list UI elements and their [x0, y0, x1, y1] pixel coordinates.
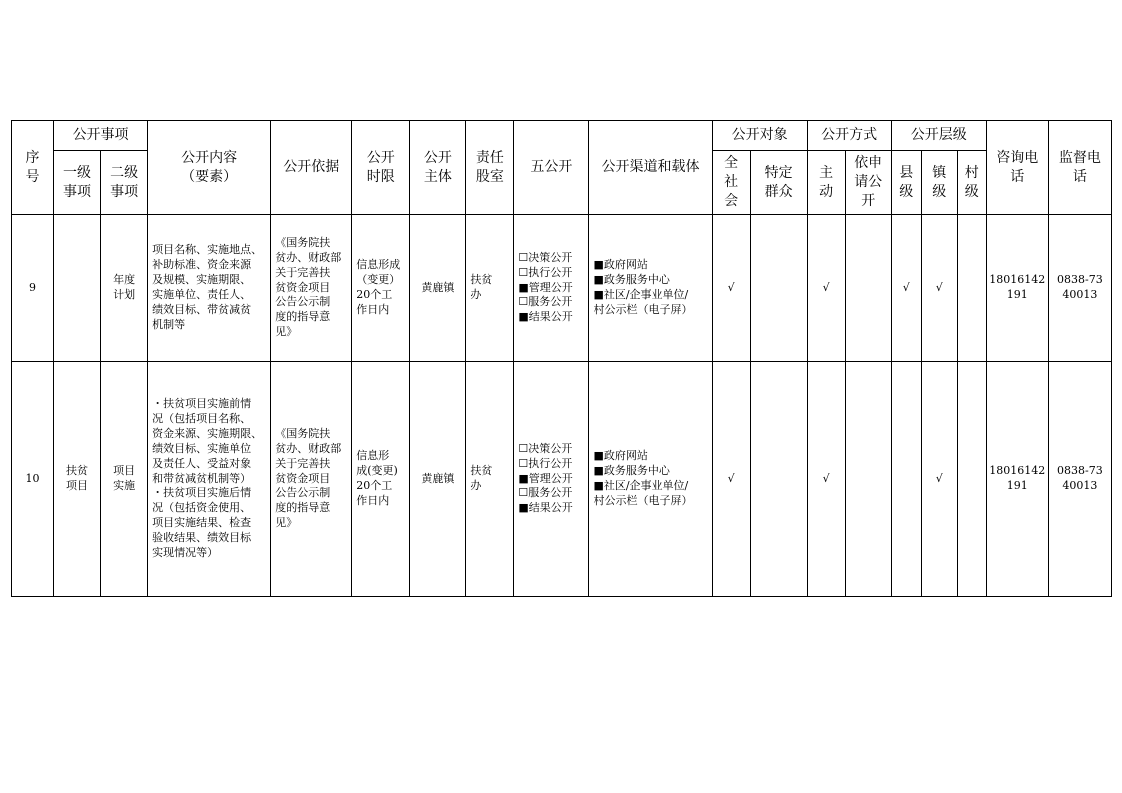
row-time-limit: 信息形成 （变更） 20个工 作日内	[352, 215, 410, 362]
row-target-special	[750, 362, 807, 597]
row-level-county: √	[891, 215, 921, 362]
row-method-active: √	[807, 215, 845, 362]
row-target-all: √	[712, 215, 750, 362]
checkbox-management: ■管理公开	[518, 280, 573, 294]
row-time-limit: 信息形 成(变更) 20个工 作日内	[352, 362, 410, 597]
row-level-town: √	[921, 215, 957, 362]
header-method: 公开方式	[807, 121, 891, 151]
table-row	[12, 362, 1112, 597]
header-level-village: 村 级	[957, 151, 986, 215]
header-supervise-phone: 监督电 话	[1048, 121, 1111, 215]
checkbox-service: ☐服务公开	[518, 295, 573, 309]
checkbox-decision: ☐决策公开	[518, 441, 573, 455]
header-content: 公开内容 （要素）	[148, 121, 271, 215]
header-level2: 二级 事项	[101, 151, 148, 215]
row-target-all: √	[712, 362, 750, 597]
row-target-special	[750, 215, 807, 362]
header-method-active: 主 动	[807, 151, 845, 215]
header-level: 公开层级	[891, 121, 986, 151]
row-dept: 扶贫 办	[466, 215, 514, 362]
checkbox-execution: ☐执行公开	[518, 265, 573, 279]
row-level2: 项目 实施	[101, 362, 148, 597]
row-level1	[54, 215, 101, 362]
row-level2: 年度 计划	[101, 215, 148, 362]
header-five-public: 五公开	[514, 121, 589, 215]
row-supervise-phone: 0838-73 40013	[1048, 215, 1111, 362]
row-basis: 《国务院扶 贫办、财政部 关于完善扶 贫资金项目 公告公示制 度的指导意 见》	[271, 362, 352, 597]
checkbox-management: ■管理公开	[518, 471, 573, 485]
checkbox-result: ■结果公开	[518, 501, 573, 515]
row-five-public	[514, 215, 589, 362]
row-consult-phone: 18016142 191	[986, 362, 1048, 597]
header-level1: 一级 事项	[54, 151, 101, 215]
checkbox-decision: ☐决策公开	[518, 250, 573, 264]
row-seq: 10	[12, 362, 54, 597]
header-target: 公开对象	[712, 121, 807, 151]
row-dept: 扶贫 办	[466, 362, 514, 597]
row-method-apply	[845, 215, 891, 362]
row-subject: 黄鹿镇	[410, 362, 466, 597]
header-method-apply: 依申 请公 开	[845, 151, 891, 215]
header-dept: 责任 股室	[466, 121, 514, 215]
header-time-limit: 公开 时限	[352, 121, 410, 215]
checkbox-result: ■结果公开	[518, 310, 573, 324]
header-level-town: 镇 级	[921, 151, 957, 215]
header-channels: 公开渠道和载体	[589, 121, 712, 215]
row-level-town: √	[921, 362, 957, 597]
row-level1: 扶贫 项目	[54, 362, 101, 597]
row-consult-phone: 18016142 191	[986, 215, 1048, 362]
disclosure-table	[11, 120, 1112, 597]
row-level-county	[891, 362, 921, 597]
header-seq: 序 号	[12, 121, 54, 215]
row-channels: ■政府网站 ■政务服务中心 ■社区/企事业单位/ 村公示栏（电子屏）	[589, 215, 712, 362]
header-target-all: 全 社 会	[712, 151, 750, 215]
row-basis: 《国务院扶 贫办、财政部 关于完善扶 贫资金项目 公告公示制 度的指导意 见》	[271, 215, 352, 362]
header-matters: 公开事项	[54, 121, 148, 151]
header-basis: 公开依据	[271, 121, 352, 215]
row-channels: ■政府网站 ■政务服务中心 ■社区/企事业单位/ 村公示栏（电子屏）	[589, 362, 712, 597]
row-subject: 黄鹿镇	[410, 215, 466, 362]
header-target-special: 特定 群众	[750, 151, 807, 215]
row-five-public	[514, 362, 589, 597]
row-supervise-phone: 0838-73 40013	[1048, 362, 1111, 597]
checkbox-service: ☐服务公开	[518, 486, 573, 500]
row-method-apply	[845, 362, 891, 597]
header-level-county: 县 级	[891, 151, 921, 215]
header-row-1	[12, 121, 1112, 151]
header-subject: 公开 主体	[410, 121, 466, 215]
row-level-village	[957, 215, 986, 362]
row-seq: 9	[12, 215, 54, 362]
row-method-active: √	[807, 362, 845, 597]
checkbox-execution: ☐执行公开	[518, 456, 573, 470]
row-content: ・扶贫项目实施前情 况（包括项目名称、 资金来源、实施期限、 绩效目标、实施单位 及责任人、受益对象 和带贫减贫机制等） ・扶贫项目实施后情 况（包括资金使用、 项目实施结果、检查 验收结果、绩效目标 实现情况等）	[148, 362, 271, 597]
header-consult-phone: 咨询电 话	[986, 121, 1048, 215]
row-level-village	[957, 362, 986, 597]
row-content: 项目名称、实施地点、 补助标准、资金来源 及规模、实施期限、 实施单位、责任人、 绩效目标、带贫减贫 机制等	[148, 215, 271, 362]
table-row	[12, 215, 1112, 362]
